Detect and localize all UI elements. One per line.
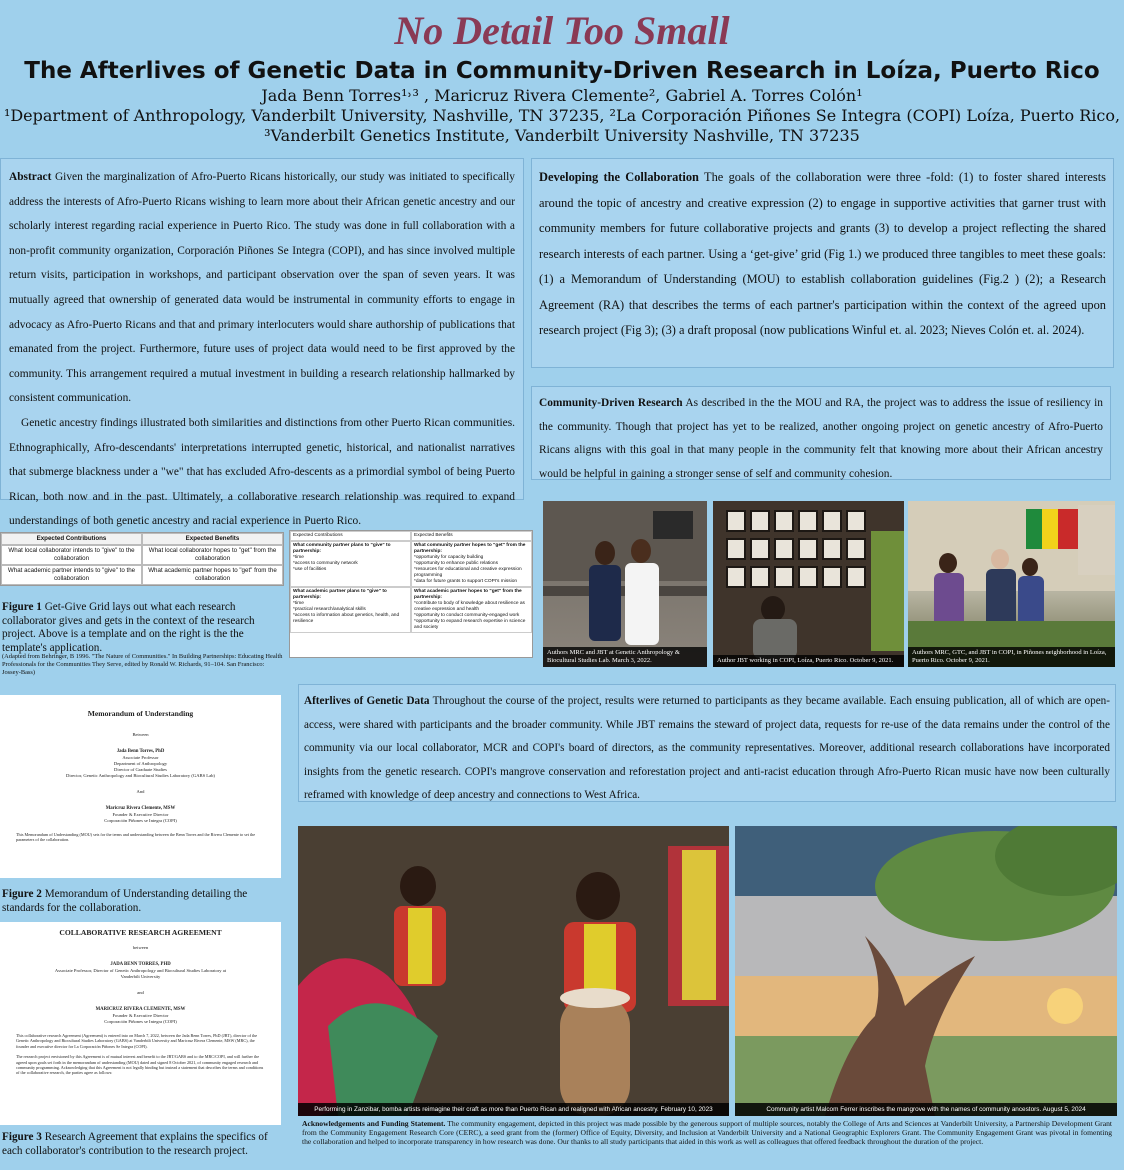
table-cell: What academic partner intends to "give" to the collaboration [1, 565, 142, 585]
afterlives-section [298, 684, 1116, 802]
photo-mangrove-mural [735, 826, 1117, 1116]
table-cell [290, 541, 411, 587]
doc-party-name: Maricruz Rivera Clemente, MSW [105, 806, 176, 811]
acknowledgements-section [298, 1116, 1116, 1168]
figure-caption-text: Memorandum of Understanding detailing the standards for the collaboration. [2, 888, 248, 914]
table-cell [411, 587, 532, 633]
doc-party-name: JADA BENN TORRES, PHD [110, 962, 171, 967]
acknowledgements-heading: Acknowledgements and Funding Statement. [302, 1119, 446, 1128]
collaboration-text: The goals of the collaboration were three -fold: (1) to foster shared interests around the topic of ancestry and creative expression (2) to engage in supportive activities that garner trust with community members for future collaborative projects and grants (3) to develop a project reflecting the shared research interests of each partner. Using a ‘get-give’ grid (Fig 1.) we produced three tangibles to meet these goals: (1) a Memorandum of Understanding (MOU) to establish collaboration guidelines (Fig.2 ) (2); a Research Agreement (RA) that describes the terms of each partner's participation within the context of the agreed upon research project (Fig 3); (3) a draft proposal (now publications Winful et. al. 2023; Nieves Colón et. al. 2024). [539, 170, 1106, 337]
photo-copi-work [713, 501, 904, 667]
doc-between: between [132, 945, 149, 950]
community-research-section [531, 386, 1111, 480]
cell-items: *opportunity for capacity building *opportunity to enhance public relations *resources for educational and creative expression programming *data for future grants to support COPI's mission [414, 555, 522, 584]
poster-tagline: No Detail Too Small [394, 8, 730, 53]
photo-caption: Performing in Zanzibar, bomba artists reimagine their craft as more than Puerto Rican and realigned with African ancestry. February 10, 2023 [298, 1103, 729, 1116]
figure-caption-text: Get-Give Grid lays out what each research collaborator gives and gets in the context of the research project. Above is a template and on the right is the the template's application. [2, 601, 255, 654]
figure-label: Figure 2 [2, 888, 42, 900]
table-row [1, 545, 283, 565]
photo-caption: Author JBT working in COPI, Loíza, Puerto Rico. October 9, 2021. [713, 655, 904, 667]
community-research-heading: Community-Driven Research [539, 397, 683, 409]
figure-1-caption [2, 601, 284, 655]
poster-title: The Afterlives of Genetic Data in Community-Driven Research in Loíza, Puerto Rico [24, 58, 1100, 84]
abstract-paragraph-2: Genetic ancestry findings illustrated both similarities and distinctions from other Puerto Rican communities. Ethnographically, Afro-descendants' interpretations interrupted genetic, historical, and nationalist narratives that submerge blackness under a "we" that has excluded Afro-descents as a primordial symbol of being Puerto Rican, both now and in the past. Ultimately, a collaborative research relationship was required to expand understandings of both genetic ancestry and racial experience in Puerto Rico. [9, 416, 515, 528]
table-header-cell: Expected Contributions [290, 531, 411, 541]
doc-and: And [136, 789, 145, 794]
cell-items: *contribute to body of knowledge about resilience as creative expression and health *opportunity to conduct community-engaged work *opportunity to expand research expertise in science and society [414, 601, 526, 630]
lab-scene-illustration [543, 501, 707, 667]
table-header-row [1, 533, 283, 545]
copi-scene-illustration [713, 501, 904, 667]
figure-1-reference: (Adapted from Behringer, B 1996. "The Nature of Communities." In Building Partnerships: Educating Health Professionals for the Communities They Serve, edited by Ronald W. Richards, 91–104. San Francisco: Jossey-Bass) [2, 653, 283, 676]
abstract-text-1: Given the marginalization of Afro-Puerto Ricans historically, our study was initiated to specifically address the interests of Afro-Puerto Ricans wishing to learn more about their African genetic ancestry and our scholarly interest regarding racial experience in Puerto Rico. The study was done in full collaboration with a non-profit community organization, Corporación Piñones Se Integra (COPI), and has since involved multiple return visits, participation in workshops, and participant observation over the span of seven years. It was mutually agreed that ownership of generated data would be instrumental in community efforts to engage in advocacy as Afro-Puerto Ricans and that and primary interlocuters would share authorship of publications that emanated from the project. Furthermore, future uses of project data would need to be first approved by the community. This arrangement required a mutual investment in building a research relationship hallmarked by consistent communication. [9, 171, 515, 405]
cell-items: *time *access to community network *use of facilities [293, 555, 358, 572]
mou-document [0, 695, 281, 878]
cell-title: What academic partner plans to "give" to partnership: [293, 589, 387, 600]
photo-caption: Authors MRC and JBT at Genetic Anthropology & Biocultural Studies Lab. March 3, 2022. [543, 647, 707, 667]
doc-body: This Memorandum of Understanding (MOU) sets for the terms and understanding between the Benn Torres and the Rivera Clemente to set the parameters of the collaboration. [16, 832, 256, 843]
doc-line: Director, Genetic Anthropology and Biocultural Studies Laboratory (GABS Lab) [66, 773, 215, 778]
community-research-paragraph [539, 392, 1103, 486]
affiliation-line-1: ¹Department of Anthropology, Vanderbilt University, Nashville, TN 37235, ²La Corporación Piñones Se Integra (COPI) Loíza, Puerto Rico, [3, 106, 1121, 125]
cell-title: What academic partner hopes to "get" from the partnership: [414, 589, 522, 600]
figure-label: Figure 3 [2, 1131, 42, 1143]
figure-3-caption [2, 1131, 286, 1158]
doc-and: and [137, 990, 144, 995]
mural-scene-illustration [735, 826, 1117, 1116]
afterlives-heading: Afterlives of Genetic Data [304, 695, 430, 707]
doc-line: Associate Professor [122, 755, 159, 760]
table-header-cell: Expected Contributions [1, 533, 142, 545]
table-cell [411, 541, 532, 587]
table-row [290, 587, 532, 633]
group-scene-illustration [908, 501, 1115, 667]
doc-line: Corporación Piñones se Integra (COPI) [104, 818, 177, 823]
table-header-row [290, 531, 532, 541]
doc-body: This collaborative research Agreement (Agreement) is entered into on March 7, 2022, between the Jada Benn Torres, PhD (JBT), director of the Genetic Anthropology and Biocultural Studies Laboratory (GABS) at Vanderbilt University and Maricruz Rivera Clemente, MSW (MRC), the founder and executive director for La Corporación Piñones Se Integra (COPI). [16, 1033, 258, 1049]
doc-line: Founder & Executive Director [112, 812, 169, 817]
table-row [290, 541, 532, 587]
abstract-paragraph-1 [9, 165, 515, 411]
table-cell: What local collaborator intends to "give" to the collaboration [1, 545, 142, 565]
afterlives-paragraph [304, 690, 1110, 808]
doc-line: Corporación Piñones se Integra (COPI) [104, 1019, 177, 1024]
doc-title: COLLABORATIVE RESEARCH AGREEMENT [59, 928, 222, 937]
research-agreement-document [0, 922, 281, 1125]
table-header-cell: Expected Benefits [142, 533, 283, 545]
figure-2-caption [2, 888, 282, 915]
doc-party-name: MARICRUZ RIVERA CLEMENTE, MSW [95, 1007, 186, 1012]
collaboration-paragraph [539, 165, 1106, 344]
get-give-applied-table [289, 530, 533, 658]
doc-between: Between [132, 732, 149, 737]
photo-caption: Community artist Malcom Ferrer inscribes the mangrove with the names of community ancestors. August 5, 2024 [735, 1103, 1117, 1116]
photo-bomba-performance [298, 826, 729, 1116]
cell-title: What community partner hopes to "get" from the partnership: [414, 543, 526, 554]
figure-label: Figure 1 [2, 601, 42, 613]
community-research-text: As described in the the MOU and RA, the project was to address the issue of resiliency in the community. Though that project has yet to be realized, another ongoing project on genetic ancestry of Afro-Puerto Ricans aligns with this goal in that many people in the community felt that knowing more about their African ancestry would be helpful in gaining a stronger sense of self and community cohesion. [539, 397, 1103, 480]
figure-caption-text: Research Agreement that explains the specifics of each collaborator's contribution to the research project. [2, 1131, 268, 1157]
doc-line: Founder & Executive Director [112, 1013, 169, 1018]
table-cell: What local collaborator hopes to "get" from the collaboration [142, 545, 283, 565]
collaboration-section [531, 158, 1114, 368]
photo-caption: Authors MRC, GTC, and JBT in COPI, in Piñones neighborhood in Loíza, Puerto Rico. October 9, 2021. [908, 647, 1115, 667]
table-cell: What academic partner hopes to "get" from the collaboration [142, 565, 283, 585]
affiliation-line-2: ³Vanderbilt Genetics Institute, Vanderbilt University Nashville, TN 37235 [264, 126, 860, 145]
table-row [1, 565, 283, 585]
abstract-heading: Abstract [9, 171, 52, 183]
doc-line: Vanderbilt University [120, 974, 161, 979]
cell-title: What community partner plans to "give" to partnership: [293, 543, 391, 554]
collaboration-heading: Developing the Collaboration [539, 170, 699, 184]
table-cell [290, 587, 411, 633]
bomba-scene-illustration [298, 826, 729, 1116]
cell-items: *time *practical research/analytical skills *access to information about genetics, health, and resilience [293, 601, 400, 624]
poster-header [0, 8, 1124, 146]
table-header-cell: Expected Benefits [411, 531, 532, 541]
doc-line: Associate Professor, Director of Genetic Anthropology and Biocultural Studies Laboratory at [54, 968, 227, 973]
photo-group-authors [908, 501, 1115, 667]
afterlives-text: Throughout the course of the project, results were returned to participants as they became available. Each ensuing publication, all of which are open-access, were shared with participants and the broader community. While JBT remains the steward of project data, requests for re-use of the data remains under the control of the community via our local collaborator, MCR and COPI's board of directors, as the community representatives. Moreover, additional research collaborations have incorporated insights from the genetic research. COPI's mangrove conservation and reforestation project and anti-racist education through Afro-Puerto Rican music have now been culturally reframed with knowledge of deep ancestry and connections to West Africa. [304, 695, 1110, 802]
doc-title: Memorandum of Understanding [87, 709, 194, 718]
abstract-section [0, 158, 524, 528]
doc-line: Director of Graduate Studies [114, 767, 167, 772]
doc-line: Department of Anthropology [113, 761, 168, 766]
acknowledgements-text: The community engagement, depicted in this project was made possible by the generous support of multiple sources, notably the College of Arts and Sciences at Vanderbilt University, a Partnership Development Grant from the Community Engagement Research Core (CERC), a seed grant from the (former) Office of Equity, Diversity, and Inclusion at Vanderbilt University and a National Geographic Explorers Grant. The Community Engagement Grant was pivotal in fomenting the collaboration and helped to incorporate transparency in how research was done. Our thanks to all study participants that aided in this work as well as colleagues that offered feedback throughout the duration of the project. [302, 1119, 1112, 1147]
doc-party-name: Jada Benn Torres, PhD [116, 749, 165, 754]
poster-authors: Jada Benn Torres¹˒³ , Maricruz Rivera Clemente², Gabriel A. Torres Colón¹ [261, 86, 863, 105]
doc-body: The research project envisioned by this Agreement is of mutual interest and benefit to the JBT/GABS and to the MRC/COPI, and will further the agreed upon goals set forth in the memorandum of understanding (MOU) dated and signed 8 October 2021, of community engaged research and community programming. Acknowledging that this Agreement is not legally binding but instead a statement that describes the terms and conditions of the collaborative research, the parties agree as follows: [16, 1054, 264, 1076]
photo-lab-authors [543, 501, 707, 667]
get-give-template-table [0, 532, 284, 586]
